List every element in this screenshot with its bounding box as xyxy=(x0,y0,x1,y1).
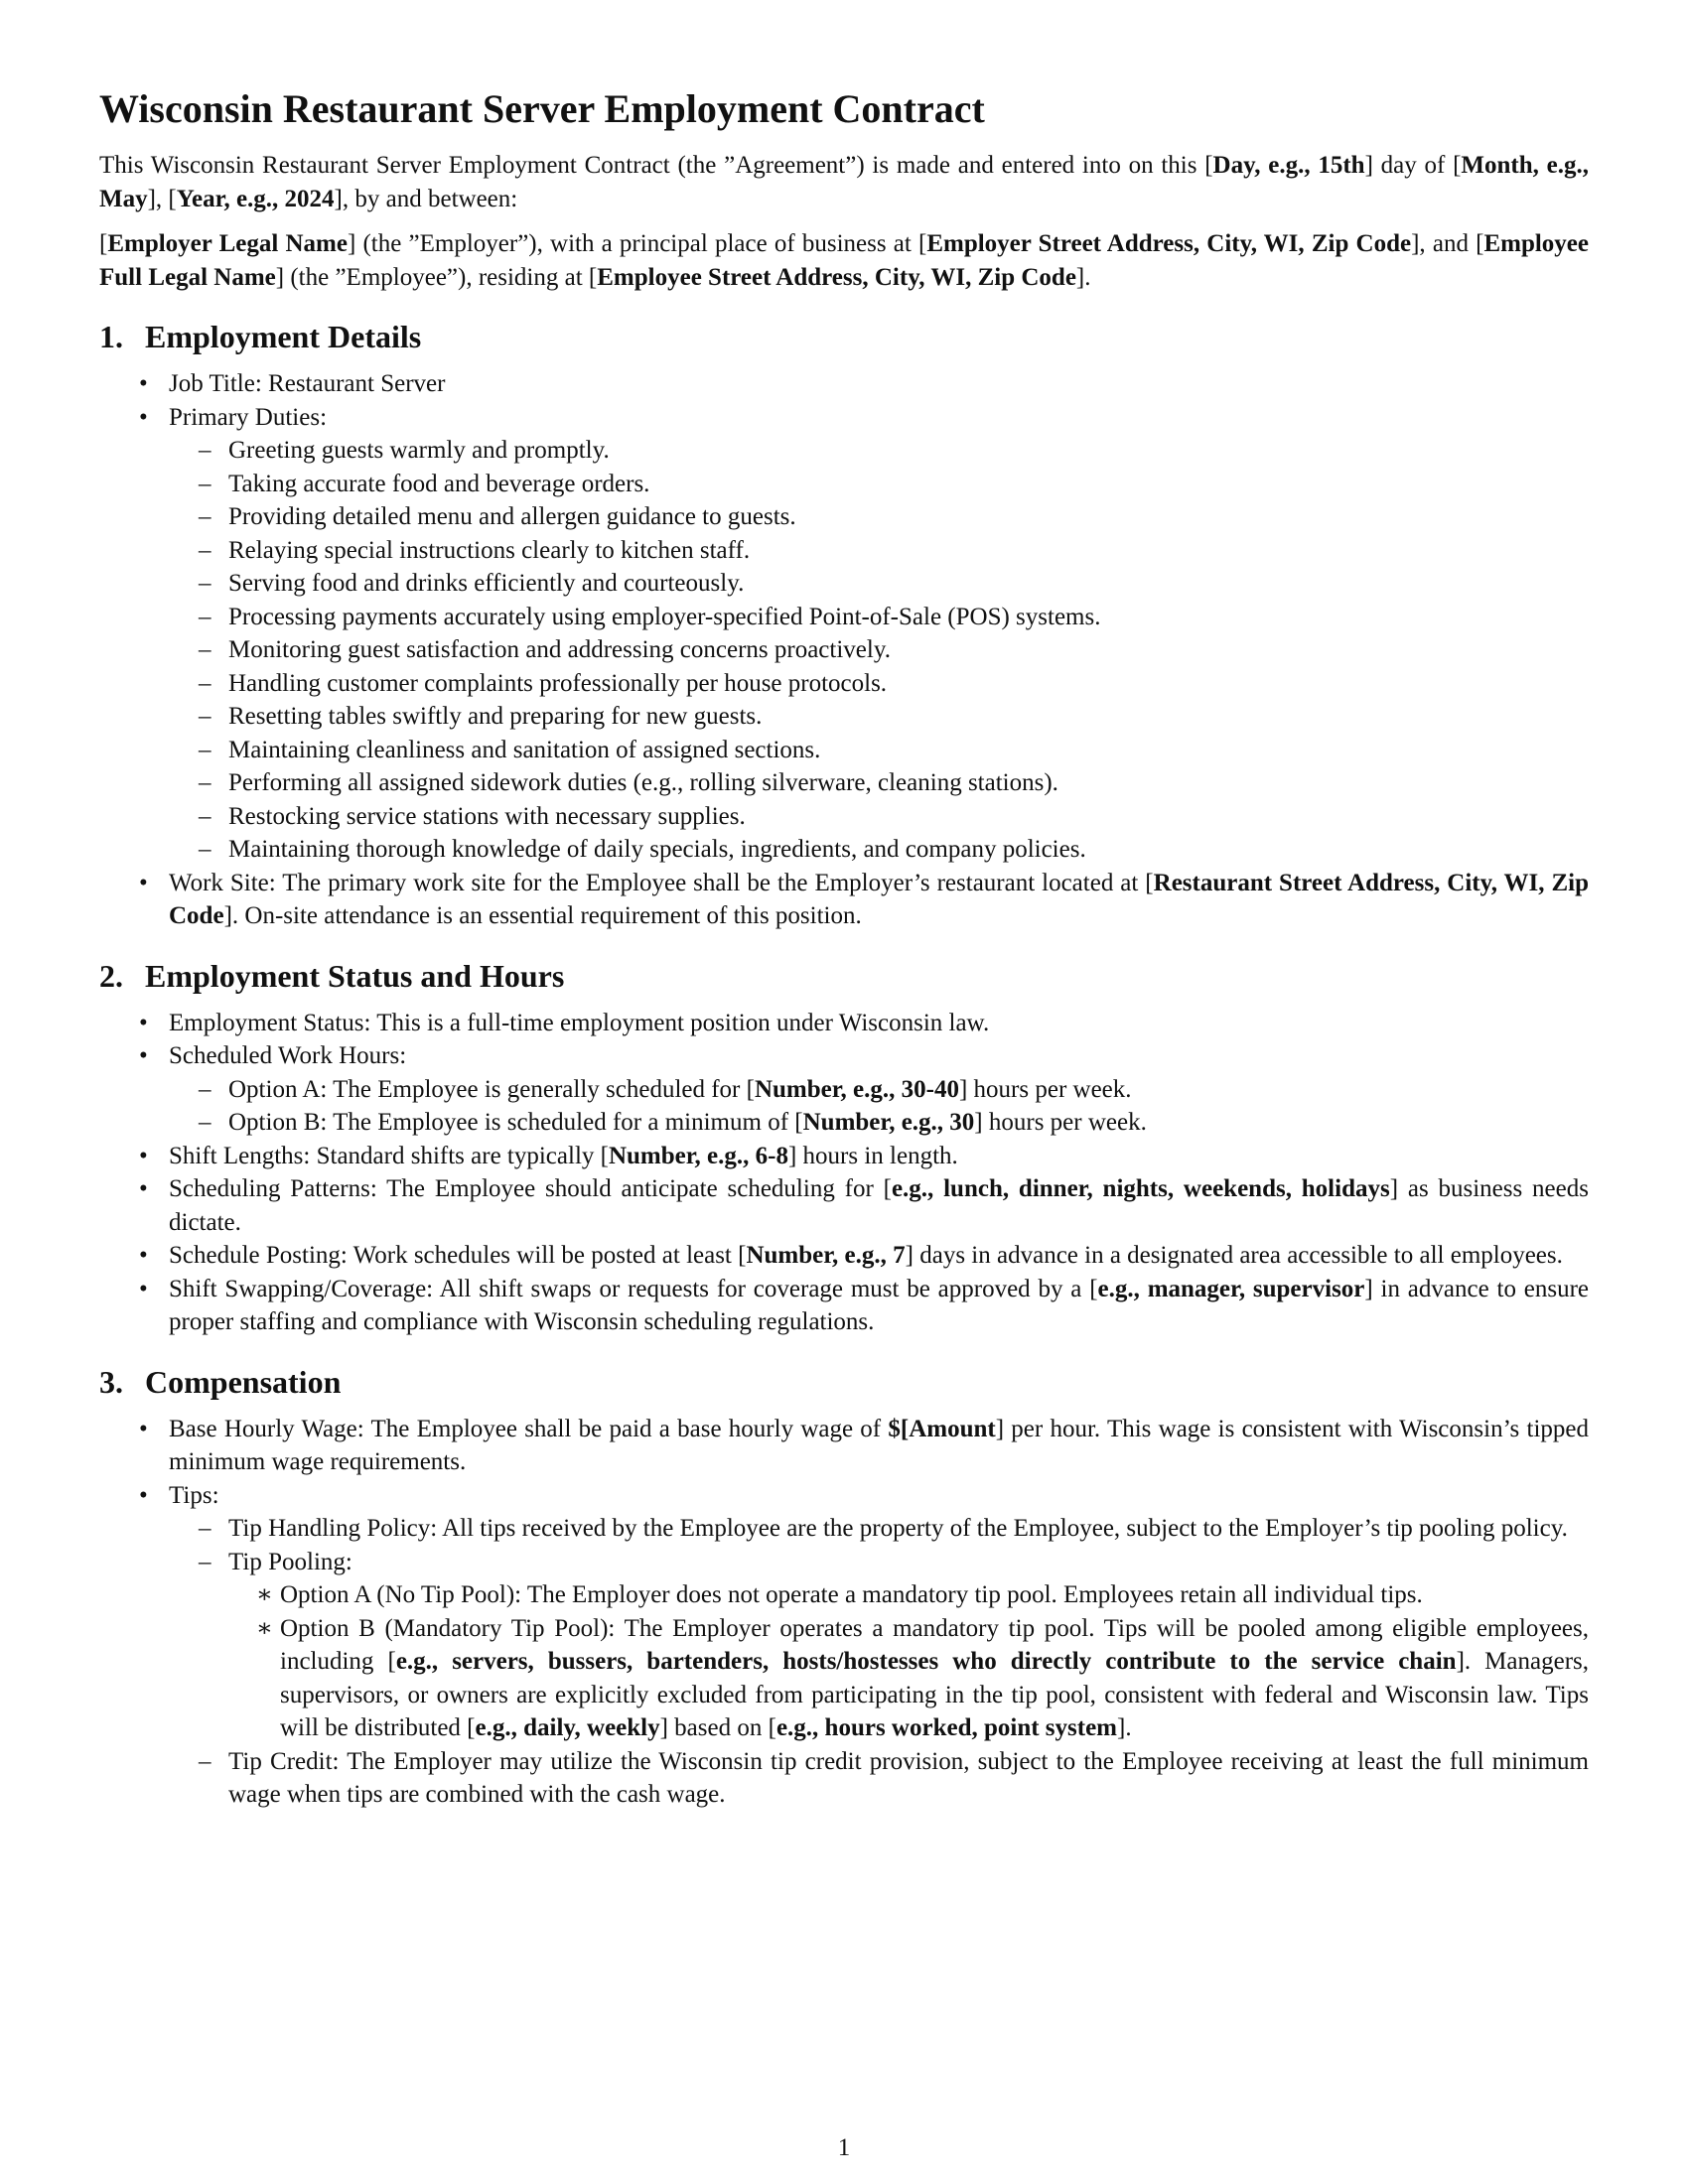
list-item: – Option A: The Employee is generally scheduled for [Number, e.g., 30-40] hours per week. xyxy=(169,1073,1589,1107)
section-employment-details xyxy=(99,316,1589,933)
restaurant-address-placeholder: Restaurant Street Address, City, WI, Zip Code xyxy=(169,869,1589,929)
list-item: ∗ Option A (No Tip Pool): The Employer does not operate a mandatory tip pool. Employees retain all individual tips. xyxy=(228,1578,1589,1612)
list-item: – Restocking service stations with necessary supplies. xyxy=(169,800,1589,834)
list-item: ∗ Option B (Mandatory Tip Pool): The Employer operates a mandatory tip pool. Tips will be pooled among eligible employees, including [e.g., servers, bussers, bartenders, hosts/hostesses who directly contribute to the service chain]. Managers, supervisors, or owners are explicitly excluded from participating in the tip pool, consistent with federal and Wisconsin law. Tips will be distributed [e.g., daily, weekly] based on [e.g., hours worked, point system]. xyxy=(228,1612,1589,1745)
list-item: • Employment Status: This is a full-time employment position under Wisconsin law. xyxy=(99,1007,1589,1040)
employee-address-placeholder: Employee Street Address, City, WI, Zip Code xyxy=(597,263,1076,291)
employer-name-placeholder: Employer Legal Name xyxy=(107,230,348,257)
hours-options-list xyxy=(169,1073,1589,1140)
bullet-icon: • xyxy=(139,1042,148,1069)
list-item: – Providing detailed menu and allergen guidance to guests. xyxy=(169,500,1589,534)
list-item: • Shift Lengths: Standard shifts are typically [Number, e.g., 6-8] hours in length. xyxy=(99,1140,1589,1173)
bullet-list xyxy=(99,367,1589,933)
list-item: – Serving food and drinks efficiently and courteously. xyxy=(169,567,1589,601)
dash-icon: – xyxy=(199,603,211,630)
list-item: • Schedule Posting: Work schedules will be posted at least [Number, e.g., 7] days in advance in a designated area accessible to all employees. xyxy=(99,1239,1589,1273)
list-item: – Tip Pooling: ∗ Option A (No Tip Pool): The Employer does not operate a mandatory tip pool. Employees retain all individual tips. ∗ Option B (Mandatory Tip Pool): The Employer operates a mandatory tip pool. Tips will be pooled among eligible employees, including [e.g., servers, bussers, bartenders, hosts/hostesses who directly contribute to the service chain]. Managers, supervisors, or owners are explicitly excluded from participating in the tip pool, consistent with federal and Wisconsin law. Tips will be distributed [e.g., daily, weekly] based on [e.g., hours worked, point system]. xyxy=(169,1546,1589,1745)
dash-icon: – xyxy=(199,703,211,730)
bullet-icon: • xyxy=(139,1481,148,1509)
tips-list xyxy=(169,1512,1589,1812)
dash-icon: – xyxy=(199,1548,211,1575)
bullet-list xyxy=(99,1413,1589,1812)
list-item: – Greeting guests warmly and promptly. xyxy=(169,434,1589,468)
list-item: • Job Title: Restaurant Server xyxy=(99,367,1589,401)
list-item: • Work Site: The primary work site for the Employee shall be the Employer’s restaurant located at [Restaurant Street Address, City, WI, Zip Code]. On-site attendance is an essential requirement of this position. xyxy=(99,867,1589,933)
list-item: – Handling customer complaints professionally per house protocols. xyxy=(169,667,1589,701)
dash-icon: – xyxy=(199,1075,211,1103)
bullet-icon: • xyxy=(139,1242,148,1269)
list-item: • Scheduling Patterns: The Employee should anticipate scheduling for [e.g., lunch, dinner, nights, weekends, holidays] as business needs dictate. xyxy=(99,1172,1589,1239)
list-item: • Shift Swapping/Coverage: All shift swaps or requests for coverage must be approved by a [e.g., manager, supervisor] in advance to ensure proper staffing and compliance with Wisconsin scheduling regulations. xyxy=(99,1273,1589,1339)
tip-pool-options-list xyxy=(228,1578,1589,1745)
bullet-icon: • xyxy=(139,1142,148,1169)
bullet-icon: • xyxy=(139,370,148,397)
dash-icon: – xyxy=(199,1747,211,1775)
list-item: – Taking accurate food and beverage orders. xyxy=(169,468,1589,501)
list-item: • Primary Duties: – Greeting guests warmly and promptly. – Taking accurate food and beverage orders. – Providing detailed menu and allergen guidance to guests. – Relaying special instructions clearly to kitchen staff. – Serving food and drinks efficiently and courteously. – Processing payments accurately using employer-specified Point-of-Sale (POS) systems. – Monitoring guest satisfaction and addressing concerns proactively. – Handling customer complaints professionally per house protocols. – Resetting tables swiftly and preparing for new guests. – Maintaining cleanliness and sanitation of assigned sections. – Performing all assigned sidework duties (e.g., rolling silverware, cleaning stations). – Restocking service stations with necessary supplies. – Maintaining thorough knowledge of daily specials, ingredients, and company policies. xyxy=(99,401,1589,867)
list-item: – Performing all assigned sidework duties (e.g., rolling silverware, cleaning stations). xyxy=(169,766,1589,800)
section-compensation xyxy=(99,1361,1589,1812)
asterisk-icon: ∗ xyxy=(256,1614,273,1642)
employee-name-placeholder: Employee Full Legal Name xyxy=(99,230,1589,291)
dash-icon: – xyxy=(199,1515,211,1542)
wage-amount-placeholder: $[Amount xyxy=(888,1415,996,1442)
intro-paragraph: This Wisconsin Restaurant Server Employment Contract (the ”Agreement”) is made and entered into on this [Day, e.g., 15th] day of [Month, e.g., May], [Year, e.g., 2024], by and between: xyxy=(99,152,1590,212)
month-placeholder: Month, e.g., May xyxy=(99,152,1590,212)
day-placeholder: Day, e.g., 15th xyxy=(1212,152,1365,179)
dash-icon: – xyxy=(199,836,211,863)
dash-icon: – xyxy=(199,536,211,564)
dash-icon: – xyxy=(199,736,211,763)
dash-icon: – xyxy=(199,570,211,597)
dash-icon: – xyxy=(199,1109,211,1136)
bullet-list xyxy=(99,1007,1589,1339)
list-item: • Base Hourly Wage: The Employee shall be paid a base hourly wage of $[Amount] per hour. This wage is consistent with Wisconsin’s tipped minimum wage requirements. xyxy=(99,1413,1589,1479)
contract-page xyxy=(99,83,1589,1812)
bullet-icon: • xyxy=(139,869,148,896)
dash-icon: – xyxy=(199,669,211,697)
bullet-icon: • xyxy=(139,1009,148,1036)
page-number: 1 xyxy=(837,2134,851,2161)
dash-icon: – xyxy=(199,802,211,830)
duties-list xyxy=(169,434,1589,867)
bullet-icon: • xyxy=(139,1175,148,1202)
list-item: – Resetting tables swiftly and preparing for new guests. xyxy=(169,700,1589,734)
bullet-icon: • xyxy=(139,1415,148,1442)
list-item: • Tips: – Tip Handling Policy: All tips received by the Employee are the property of the Employee, subject to the Employer’s tip pooling policy. – Tip Pooling: ∗ Option A (No Tip Pool): The Employer does not operate a mandatory tip pool. Employees retain all individual tips. ∗ Option B (Mandatory Tip Pool): The Employer operates a mandatory tip pool. Tips will be pooled among eligible employees, including [e.g., servers, bussers, bartenders, hosts/hostesses who directly contribute to the service chain]. Managers, supervisors, or owners are explicitly excluded from participating in the tip pool, consistent with federal and Wisconsin law. Tips will be distributed [e.g., daily, weekly] based on [e.g., hours worked, point system]. – Tip Credit: The Employer may utilize the Wisconsin tip credit provision, subject to the Employee receiving at least the full minimum wage when tips are combined with the cash wage. xyxy=(99,1479,1589,1812)
list-item: – Option B: The Employee is scheduled for a minimum of [Number, e.g., 30] hours per week. xyxy=(169,1106,1589,1140)
list-item: – Relaying special instructions clearly to kitchen staff. xyxy=(169,534,1589,568)
bullet-icon: • xyxy=(139,403,148,431)
list-item: – Maintaining thorough knowledge of daily specials, ingredients, and company policies. xyxy=(169,833,1589,867)
list-item: – Tip Credit: The Employer may utilize the Wisconsin tip credit provision, subject to the Employee receiving at least the full minimum wage when tips are combined with the cash wage. xyxy=(169,1745,1589,1812)
section-status-hours xyxy=(99,955,1589,1339)
section-heading: 1. Employment Details xyxy=(99,319,422,354)
list-item: – Monitoring guest satisfaction and addressing concerns proactively. xyxy=(169,633,1589,667)
bullet-icon: • xyxy=(139,1275,148,1302)
list-item: • Scheduled Work Hours: – Option A: The Employee is generally scheduled for [Number, e.g., 30-40] hours per week. – Option B: The Employee is scheduled for a minimum of [Number, e.g., 30] hours per week. xyxy=(99,1039,1589,1140)
list-item: – Maintaining cleanliness and sanitation of assigned sections. xyxy=(169,734,1589,767)
employer-address-placeholder: Employer Street Address, City, WI, Zip Code xyxy=(926,230,1412,257)
dash-icon: – xyxy=(199,769,211,796)
dash-icon: – xyxy=(199,470,211,497)
dash-icon: – xyxy=(199,503,211,530)
section-heading: 2. Employment Status and Hours xyxy=(99,957,565,994)
parties-paragraph: [Employer Legal Name] (the ”Employer”), with a principal place of business at [Employer Street Address, City, WI, Zip Code], and [Employee Full Legal Name] (the ”Employee”), residing at [Employee Street Address, City, WI, Zip Code]. xyxy=(99,230,1589,291)
document-title: Wisconsin Restaurant Server Employment Contract xyxy=(99,86,985,131)
dash-icon: – xyxy=(199,437,211,464)
dash-icon: – xyxy=(199,636,211,663)
list-item: – Tip Handling Policy: All tips received by the Employee are the property of the Employee, subject to the Employer’s tip pooling policy. xyxy=(169,1512,1589,1546)
asterisk-icon: ∗ xyxy=(256,1581,273,1608)
year-placeholder: Year, e.g., 2024 xyxy=(176,185,335,212)
list-item: – Processing payments accurately using employer-specified Point-of-Sale (POS) systems. xyxy=(169,601,1589,634)
section-heading: 3. Compensation xyxy=(99,1363,342,1400)
